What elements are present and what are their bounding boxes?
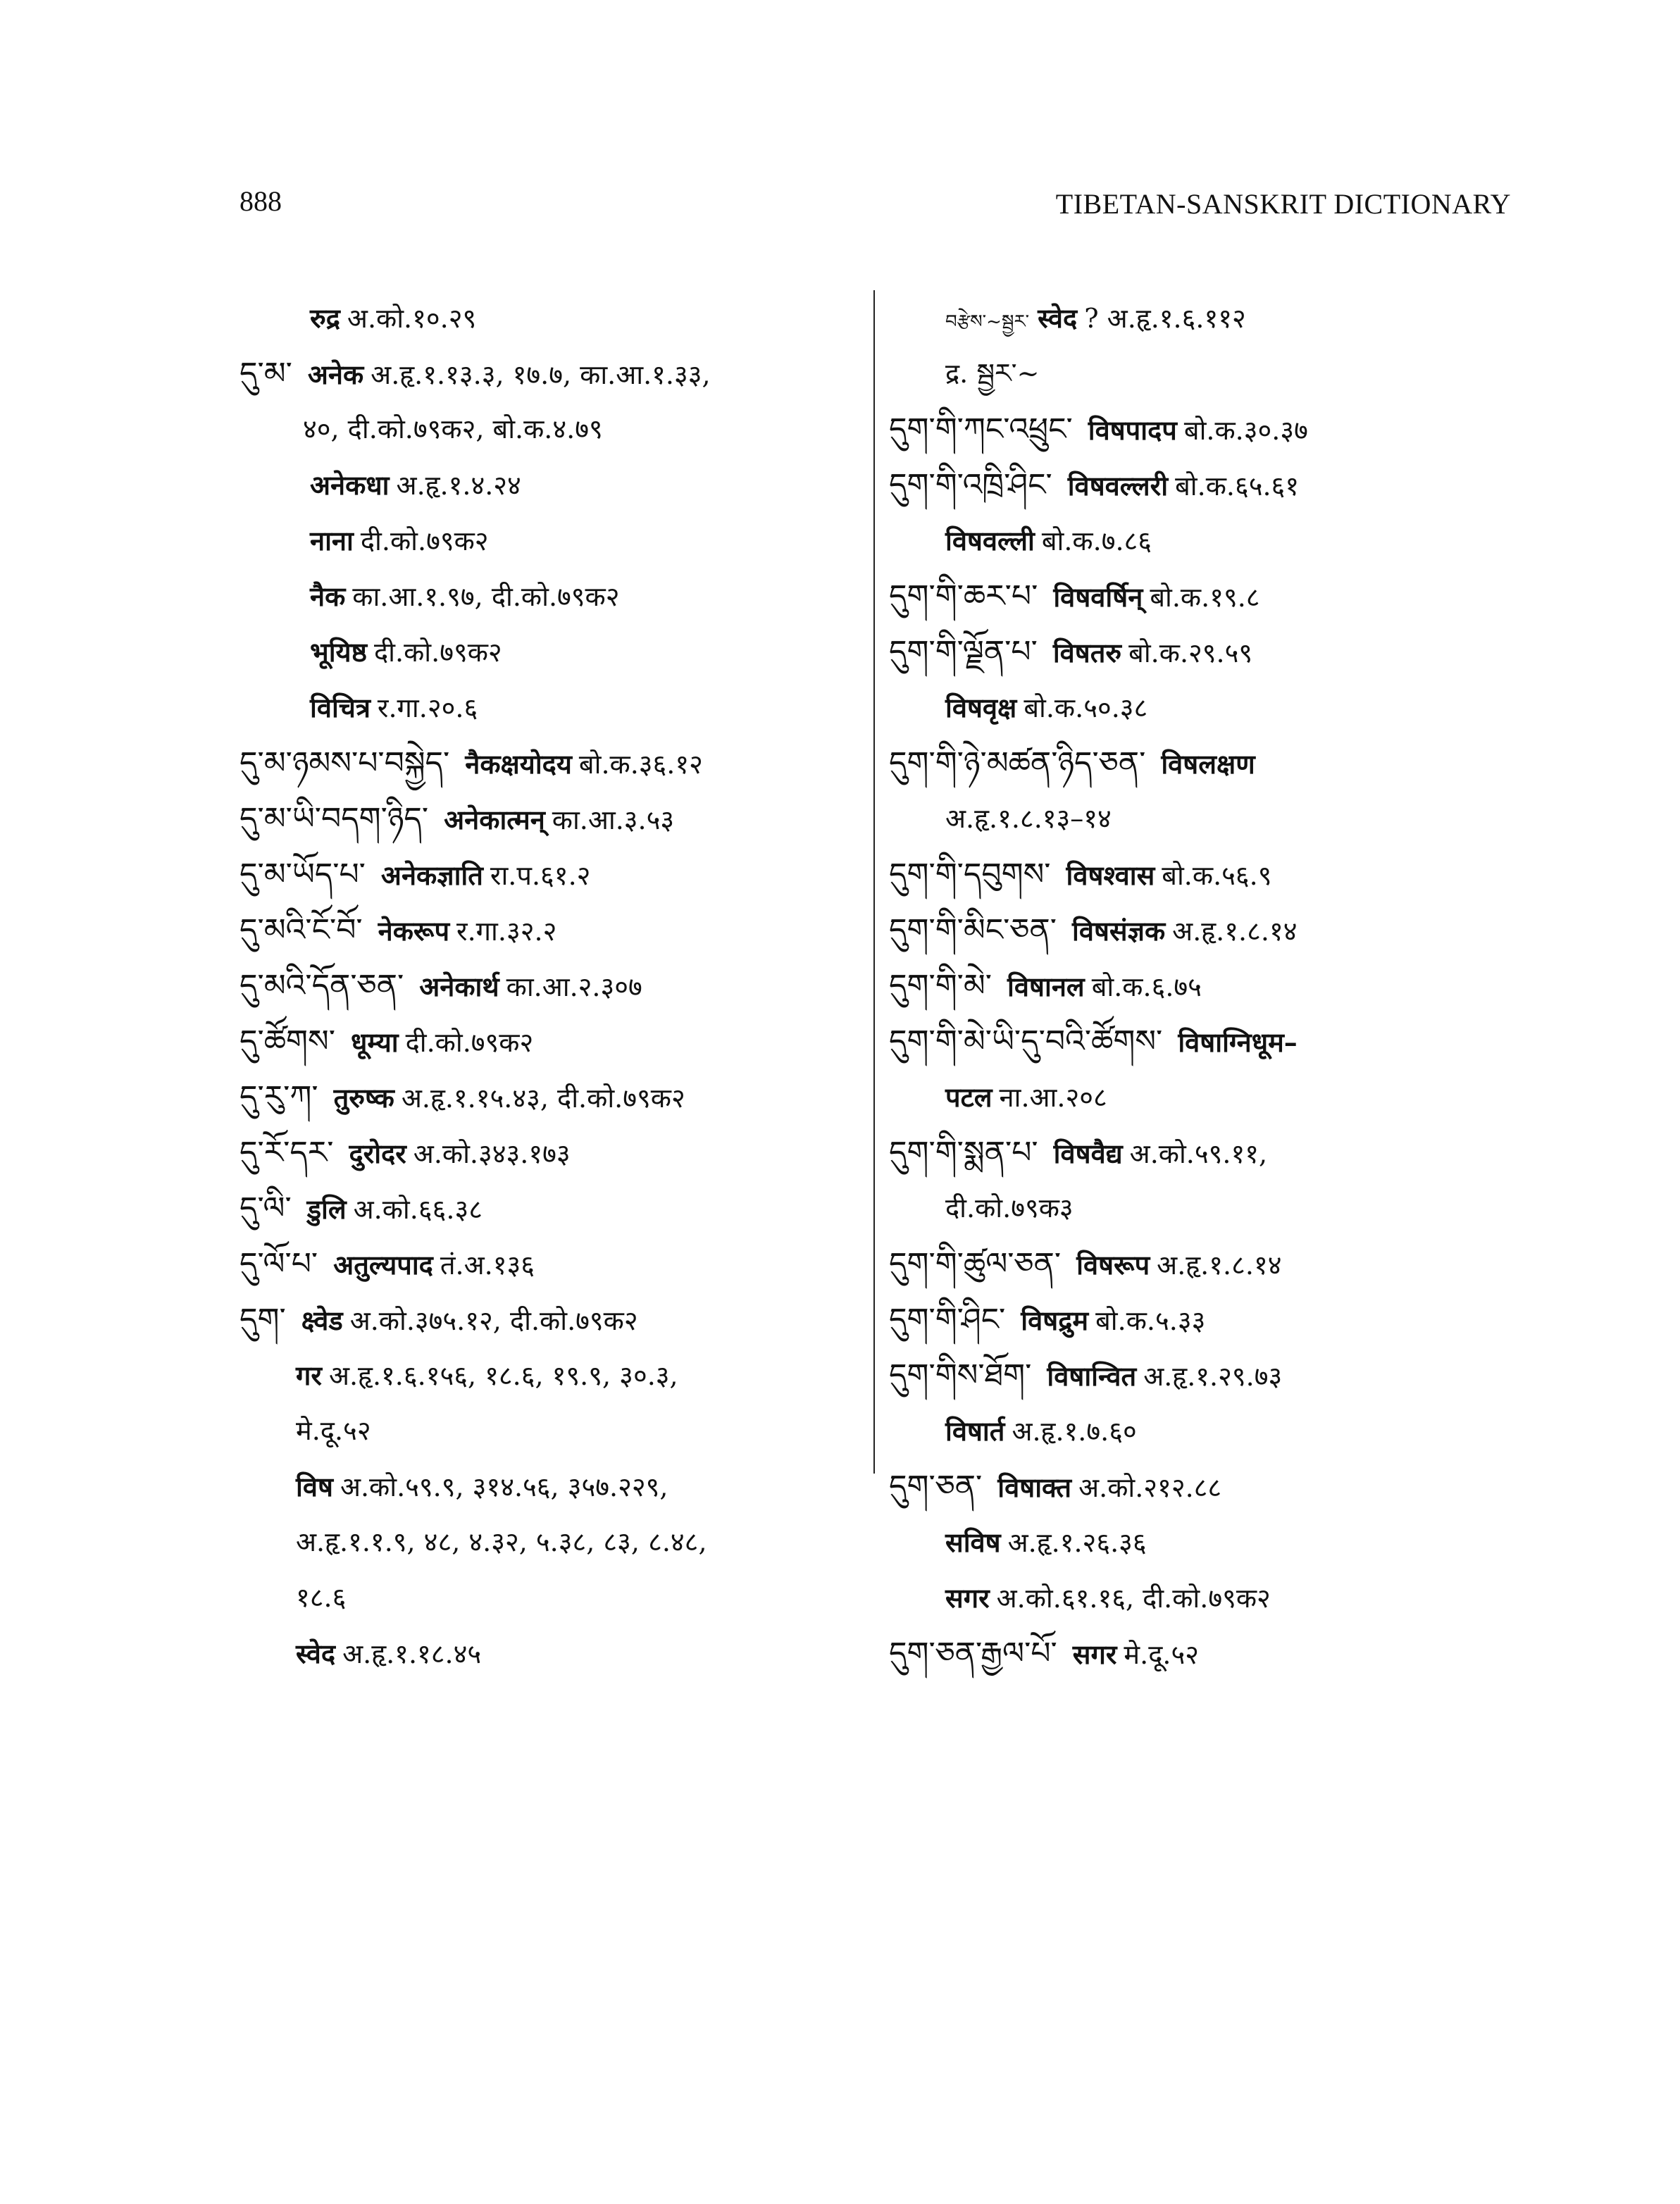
dictionary-line xyxy=(889,1181,1481,1236)
sanskrit-equivalent: अनेक xyxy=(307,359,364,390)
source-reference: अ.हृ.१.६.१५६, १८.६, १९.९, ३०.३, xyxy=(328,1360,678,1391)
dictionary-line xyxy=(889,1014,1481,1069)
dictionary-line xyxy=(889,568,1481,624)
sanskrit-equivalent: तुरुष्क xyxy=(333,1082,394,1114)
source-reference: अ.हृ.१.८.१४ xyxy=(1157,1250,1282,1281)
tibetan-headword: དུ་རོ་དར་ xyxy=(239,1135,334,1171)
dictionary-line xyxy=(889,1570,1481,1626)
page-number: 888 xyxy=(239,185,282,217)
sanskrit-equivalent: क्ष्वेड xyxy=(301,1305,343,1336)
dictionary-line xyxy=(889,457,1481,513)
tibetan-headword: དུག་གི་ཀང་འཕྲུང་ xyxy=(889,411,1073,447)
sanskrit-equivalent: विषद्रुम xyxy=(1021,1305,1089,1336)
sanskrit-equivalent: विषवल्लरी xyxy=(1067,470,1169,502)
source-reference: बो.क.६५.६१ xyxy=(1175,471,1300,502)
sanskrit-equivalent: गर xyxy=(296,1359,322,1391)
tibetan-headword: དུག་གི་ཆར་པ་ xyxy=(889,578,1038,614)
dictionary-line xyxy=(239,958,859,1014)
sanskrit-equivalent: अनेकार्थ xyxy=(419,971,499,1002)
tibetan-headword: དུག་གི་མེ་ཡི་དུ་བའི་ཚོགས་ xyxy=(889,1023,1163,1059)
source-reference: रा.प.६१.२ xyxy=(490,860,591,891)
dictionary-line xyxy=(239,1181,859,1236)
dictionary-line xyxy=(889,958,1481,1014)
tibetan-headword: དུག་གིས་ཐོག་ xyxy=(889,1357,1032,1393)
source-reference: बो.क.७.८६ xyxy=(1041,525,1152,556)
source-reference: अ.हृ.१.८.१३–१४ xyxy=(945,803,1112,834)
source-reference: ना.आ.२०८ xyxy=(999,1082,1107,1113)
source-reference: बो.क.५.३३ xyxy=(1095,1305,1206,1336)
source-reference: बो.क.६.७५ xyxy=(1091,971,1202,1002)
dictionary-line xyxy=(239,568,859,624)
dictionary-line xyxy=(239,1570,859,1626)
tibetan-headword: དུ་མའི་ངོ་བོ་ xyxy=(239,912,363,948)
sanskrit-equivalent: नैकक्षयोदय xyxy=(465,748,572,780)
source-reference: अ.हृ.१.१८.४५ xyxy=(342,1638,482,1669)
dictionary-line xyxy=(239,513,859,568)
source-reference: बो.क.३६.१२ xyxy=(578,749,703,780)
tibetan-headword: དུག་གི་ཤིང་ xyxy=(889,1302,1006,1338)
tibetan-note: བརྩེས་~སྦྱར་ xyxy=(945,311,1030,332)
source-reference: बो.क.२९.५९ xyxy=(1128,637,1253,668)
dictionary-line xyxy=(889,1292,1481,1347)
dictionary-line xyxy=(889,791,1481,847)
sanskrit-equivalent: अनेकात्मन् xyxy=(444,804,545,835)
sanskrit-equivalent: विचित्र xyxy=(310,692,371,723)
tibetan-headword: དུ་ལོ་པ་ xyxy=(239,1246,318,1282)
source-reference: बो.क.५०.३८ xyxy=(1023,692,1148,723)
source-reference: अ.को.६६.३८ xyxy=(353,1194,483,1225)
dictionary-line xyxy=(239,624,859,680)
dictionary-line xyxy=(889,680,1481,735)
source-reference: ? अ.हृ.१.६.११२ xyxy=(1084,303,1246,334)
sanskrit-equivalent: विषवल्ली xyxy=(945,525,1035,556)
dictionary-line xyxy=(239,401,859,457)
sanskrit-equivalent: विषरूप xyxy=(1076,1249,1150,1281)
tibetan-headword: དུག་ཅན་རྒྱལ་པོ་ xyxy=(889,1636,1057,1671)
tibetan-headword: དུ་ཚོགས་ xyxy=(239,1023,335,1059)
dictionary-line xyxy=(239,1403,859,1459)
dictionary-line xyxy=(239,290,859,346)
source-reference: अ.हृ.१.१३.३, १७.७, का.आ.१.३३, xyxy=(371,359,711,390)
dictionary-line xyxy=(889,1459,1481,1514)
tibetan-headword: དུག་གི་དབུགས་ xyxy=(889,857,1051,892)
sanskrit-equivalent: विषसंज्ञक xyxy=(1072,915,1166,947)
dictionary-line xyxy=(889,1626,1481,1681)
dictionary-line xyxy=(239,1626,859,1681)
sanskrit-equivalent: सगर xyxy=(945,1582,990,1614)
sanskrit-equivalent: विषपादप xyxy=(1088,414,1177,446)
sanskrit-equivalent: विषाक्त xyxy=(997,1471,1072,1503)
dictionary-line xyxy=(239,1236,859,1292)
dictionary-line xyxy=(239,346,859,401)
dictionary-line xyxy=(889,346,1481,401)
sanskrit-equivalent: विषश्वास xyxy=(1066,859,1155,891)
tibetan-headword: དུག་གི་ལྗོན་པ་ xyxy=(889,634,1038,670)
dictionary-line xyxy=(889,1347,1481,1403)
sanskrit-equivalent: भूयिष्ठ xyxy=(310,636,367,668)
source-reference: अ.हृ.१.२९.७३ xyxy=(1143,1361,1283,1392)
source-reference: अ.को.६१.१६, दी.को.७९क२ xyxy=(996,1583,1271,1614)
dictionary-line xyxy=(889,401,1481,457)
source-reference: अ.हृ.१.७.६० xyxy=(1012,1416,1137,1447)
dictionary-line xyxy=(239,680,859,735)
source-reference: अ.हृ.१.१५.४३, दी.को.७९क२ xyxy=(401,1083,685,1114)
dictionary-line xyxy=(239,1514,859,1570)
source-reference: का.आ.१.९७, दी.को.७९क२ xyxy=(352,581,620,612)
sanskrit-equivalent: पटल xyxy=(945,1081,993,1113)
tibetan-headword: དུག་གི་སྨན་པ་ xyxy=(889,1135,1038,1171)
dictionary-line xyxy=(239,457,859,513)
dictionary-line xyxy=(889,513,1481,568)
right-column xyxy=(889,290,1481,1681)
dictionary-line xyxy=(889,1514,1481,1570)
sanskrit-equivalent: अनेकज्ञाति xyxy=(380,859,483,891)
sanskrit-equivalent: अतुल्यपाद xyxy=(333,1249,433,1281)
running-head: TIBETAN-SANSKRIT DICTIONARY xyxy=(1055,188,1511,220)
source-reference: र.गा.३२.२ xyxy=(456,916,557,947)
tibetan-headword: དུག་གི་ཚུལ་ཅན་ xyxy=(889,1246,1062,1282)
tibetan-headword: དུག་ xyxy=(239,1302,286,1338)
tibetan-headword: དུ་མའི་དོན་ཅན་ xyxy=(239,968,404,1004)
dictionary-line xyxy=(889,1069,1481,1125)
sanskrit-equivalent: विषवैद्य xyxy=(1053,1138,1123,1169)
dictionary-line xyxy=(889,847,1481,902)
sanskrit-equivalent: विषतरु xyxy=(1052,637,1122,668)
source-reference: ४०, दी.को.७९क२, बो.क.४.७९ xyxy=(303,413,603,444)
source-reference: बो.क.५६.९ xyxy=(1162,860,1272,891)
sanskrit-equivalent: सविष xyxy=(945,1526,1001,1558)
tibetan-headword: དུ་མ་ཉམས་པ་བསྐྱེད་ xyxy=(239,745,450,781)
dictionary-line xyxy=(239,1014,859,1069)
sanskrit-equivalent: विष xyxy=(296,1471,333,1502)
source-reference: दी.को.७९क२ xyxy=(405,1027,534,1058)
tibetan-headword: དུག་གི་མེ་ xyxy=(889,968,993,1004)
sanskrit-equivalent: रुद्र xyxy=(310,302,340,334)
sanskrit-equivalent: विषार्त xyxy=(945,1415,1005,1447)
sanskrit-equivalent: नैक xyxy=(310,580,346,612)
dictionary-line xyxy=(889,1403,1481,1459)
source-reference: १८.६ xyxy=(296,1582,347,1613)
source-reference: बो.क.३०.३७ xyxy=(1183,415,1308,446)
sanskrit-equivalent: धूम्या xyxy=(350,1026,399,1058)
source-reference: अ.को.५९.११, xyxy=(1129,1138,1268,1169)
dictionary-line xyxy=(889,1236,1481,1292)
source-reference: मे.दू.५२ xyxy=(296,1415,371,1446)
source-reference: अ.हृ.१.२६.३६ xyxy=(1007,1527,1147,1558)
source-reference: र.गा.२०.६ xyxy=(377,692,478,723)
dictionary-line xyxy=(239,1125,859,1181)
sanskrit-equivalent: विषवृक्ष xyxy=(945,692,1017,723)
dictionary-line xyxy=(889,902,1481,958)
dictionary-line xyxy=(239,1347,859,1403)
dictionary-line xyxy=(889,735,1481,791)
source-reference: अ.को.५९.९, ३१४.५६, ३५७.२२९, xyxy=(340,1471,668,1502)
dictionary-line xyxy=(239,847,859,902)
tibetan-headword: དུག་ཅན་ xyxy=(889,1469,983,1505)
sanskrit-equivalent: विषलक्षण xyxy=(1161,748,1255,780)
column-divider xyxy=(873,290,875,1474)
sanskrit-equivalent: विषवर्षिन् xyxy=(1053,581,1143,613)
sanskrit-equivalent: विषाग्निधूम– xyxy=(1178,1026,1298,1058)
source-reference: का.आ.२.३०७ xyxy=(506,971,642,1002)
source-reference: तं.अ.१३६ xyxy=(440,1250,535,1281)
dictionary-line xyxy=(239,1292,859,1347)
source-reference: अ.को.३४३.१७३ xyxy=(413,1138,571,1169)
sanskrit-equivalent: सगर xyxy=(1072,1638,1117,1670)
dictionary-line xyxy=(239,902,859,958)
source-reference: मे.दू.५२ xyxy=(1124,1639,1200,1670)
source-reference: अ.को.३७५.१२, दी.को.७९क२ xyxy=(349,1305,638,1336)
dictionary-line xyxy=(239,1459,859,1514)
tibetan-headword: དུག་གི་མིང་ཅན་ xyxy=(889,912,1057,948)
sanskrit-equivalent: विषान्वित xyxy=(1047,1360,1137,1392)
sanskrit-equivalent: डुलि xyxy=(306,1193,347,1225)
sanskrit-equivalent: विषानल xyxy=(1007,971,1085,1002)
source-reference: का.आ.३.५३ xyxy=(552,804,675,835)
dictionary-line xyxy=(889,1125,1481,1181)
tibetan-headword: དུག་གི་འཁྲི་ཤིང་ xyxy=(889,467,1052,503)
source-reference: दी.को.७९क२ xyxy=(373,637,502,668)
source-reference: बो.क.१९.८ xyxy=(1150,582,1260,613)
source-reference: अ.को.१०.२९ xyxy=(347,303,477,334)
sanskrit-equivalent: नेकरूप xyxy=(378,915,450,947)
dictionary-line xyxy=(239,735,859,791)
sanskrit-equivalent: नाना xyxy=(310,525,354,556)
dictionary-line xyxy=(239,791,859,847)
tibetan-headword: དུ་མ་ཡི་བདག་ཉིད་ xyxy=(239,801,429,837)
source-reference: दी.को.७९क२ xyxy=(360,525,489,556)
sanskrit-equivalent: अनेकधा xyxy=(310,469,390,501)
source-reference: अ.हृ.१.१.९, ४८, ४.३२, ५.३८, ८३, ८.४८, xyxy=(296,1526,707,1557)
source-reference: द्र. སྦྱར་~ xyxy=(945,358,1040,389)
source-reference: अ.हृ.१.४.२४ xyxy=(396,470,521,501)
dictionary-line xyxy=(889,290,1481,346)
dictionary-line xyxy=(889,624,1481,680)
dictionary-line xyxy=(239,1069,859,1125)
sanskrit-equivalent: दुरोदर xyxy=(349,1138,406,1169)
sanskrit-equivalent: स्वेद xyxy=(296,1638,336,1669)
tibetan-headword: དུ་རུ་ཀ་ xyxy=(239,1079,318,1115)
tibetan-headword: དུ་ལི་ xyxy=(239,1190,292,1226)
tibetan-headword: དུ་མ་ཡོད་པ་ xyxy=(239,857,366,892)
sanskrit-equivalent: स्वेद xyxy=(1038,302,1078,334)
tibetan-headword: དུག་གི་ཉེ་མཚན་ཉིད་ཅན་ xyxy=(889,745,1146,781)
source-reference: दी.को.७९क३ xyxy=(945,1193,1074,1224)
source-reference: अ.हृ.१.८.१४ xyxy=(1172,916,1298,947)
source-reference: अ.को.२१२.८८ xyxy=(1078,1472,1222,1503)
left-column xyxy=(239,290,859,1681)
tibetan-headword: དུ་མ་ xyxy=(239,356,292,392)
